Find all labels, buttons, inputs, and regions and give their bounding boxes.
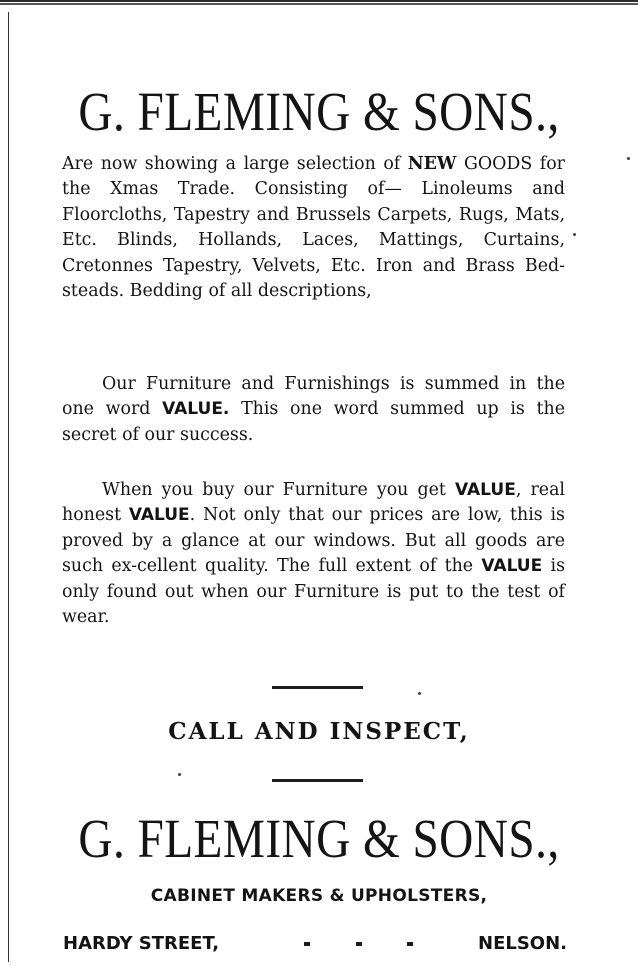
furniture-text-a: When you buy our Furniture you get	[102, 480, 456, 500]
new-keyword: NEW	[407, 154, 457, 174]
separator-dash	[356, 942, 362, 946]
value-paragraph	[62, 372, 565, 448]
street-name: HARDY STREET,	[63, 933, 220, 954]
furniture-text-d: is only found out when our Furniture is put to the test of wear.	[62, 556, 566, 628]
intro-paragraph	[62, 152, 565, 304]
business-description: CABINET MAKERS & UPHOLSTERS,	[150, 886, 488, 906]
intro-text-a: Are now showing a large selection of	[62, 154, 408, 174]
value-keyword-1: VALUE	[455, 480, 516, 500]
ink-speck	[573, 233, 576, 236]
divider-rule-lower	[272, 779, 363, 782]
value-keyword: VALUE.	[162, 399, 230, 420]
ink-speck	[627, 157, 630, 160]
call-to-action: CALL AND INSPECT,	[168, 718, 470, 745]
divider-rule-upper	[272, 686, 363, 689]
value-text-a: Our Furniture and Furnishings is summed in the one word	[62, 374, 565, 420]
ink-speck	[178, 773, 181, 776]
separator-dots	[219, 942, 478, 946]
separator-dash	[407, 942, 413, 946]
ink-speck	[418, 692, 421, 695]
furniture-text-b: , real honest	[62, 480, 565, 526]
furniture-paragraph	[62, 478, 565, 630]
value-keyword-3: VALUE	[481, 556, 543, 577]
furniture-text-c: . Not only that our prices are low, this is proved by a glance at our windows. But all goods are such ex-cellent quality. The full extent of the	[62, 505, 565, 577]
left-border-rule	[8, 12, 9, 962]
footer-title: G. FLEMING & SONS.,	[78, 808, 560, 869]
separator-dash	[304, 942, 310, 946]
value-keyword-2: VALUE	[128, 505, 190, 526]
top-border-rule	[0, 0, 638, 5]
town-name: NELSON.	[478, 933, 567, 954]
value-text-b: This one word summed up is the secret of our success.	[62, 399, 565, 445]
advert-title: G. FLEMING & SONS.,	[78, 81, 560, 142]
address-line	[63, 933, 567, 954]
intro-text-b: GOODS for the Xmas Trade. Consisting of— Linoleums and Floorcloths, Tapestry and Brussels Carpets, Rugs, Mats, Etc. Blinds, Hollands, Laces, Mattings, Curtains, Cretonnes Tapestry, Velvets, Etc. Iron and Brass Bed-steads. Bedding of all descriptions,	[62, 154, 565, 302]
